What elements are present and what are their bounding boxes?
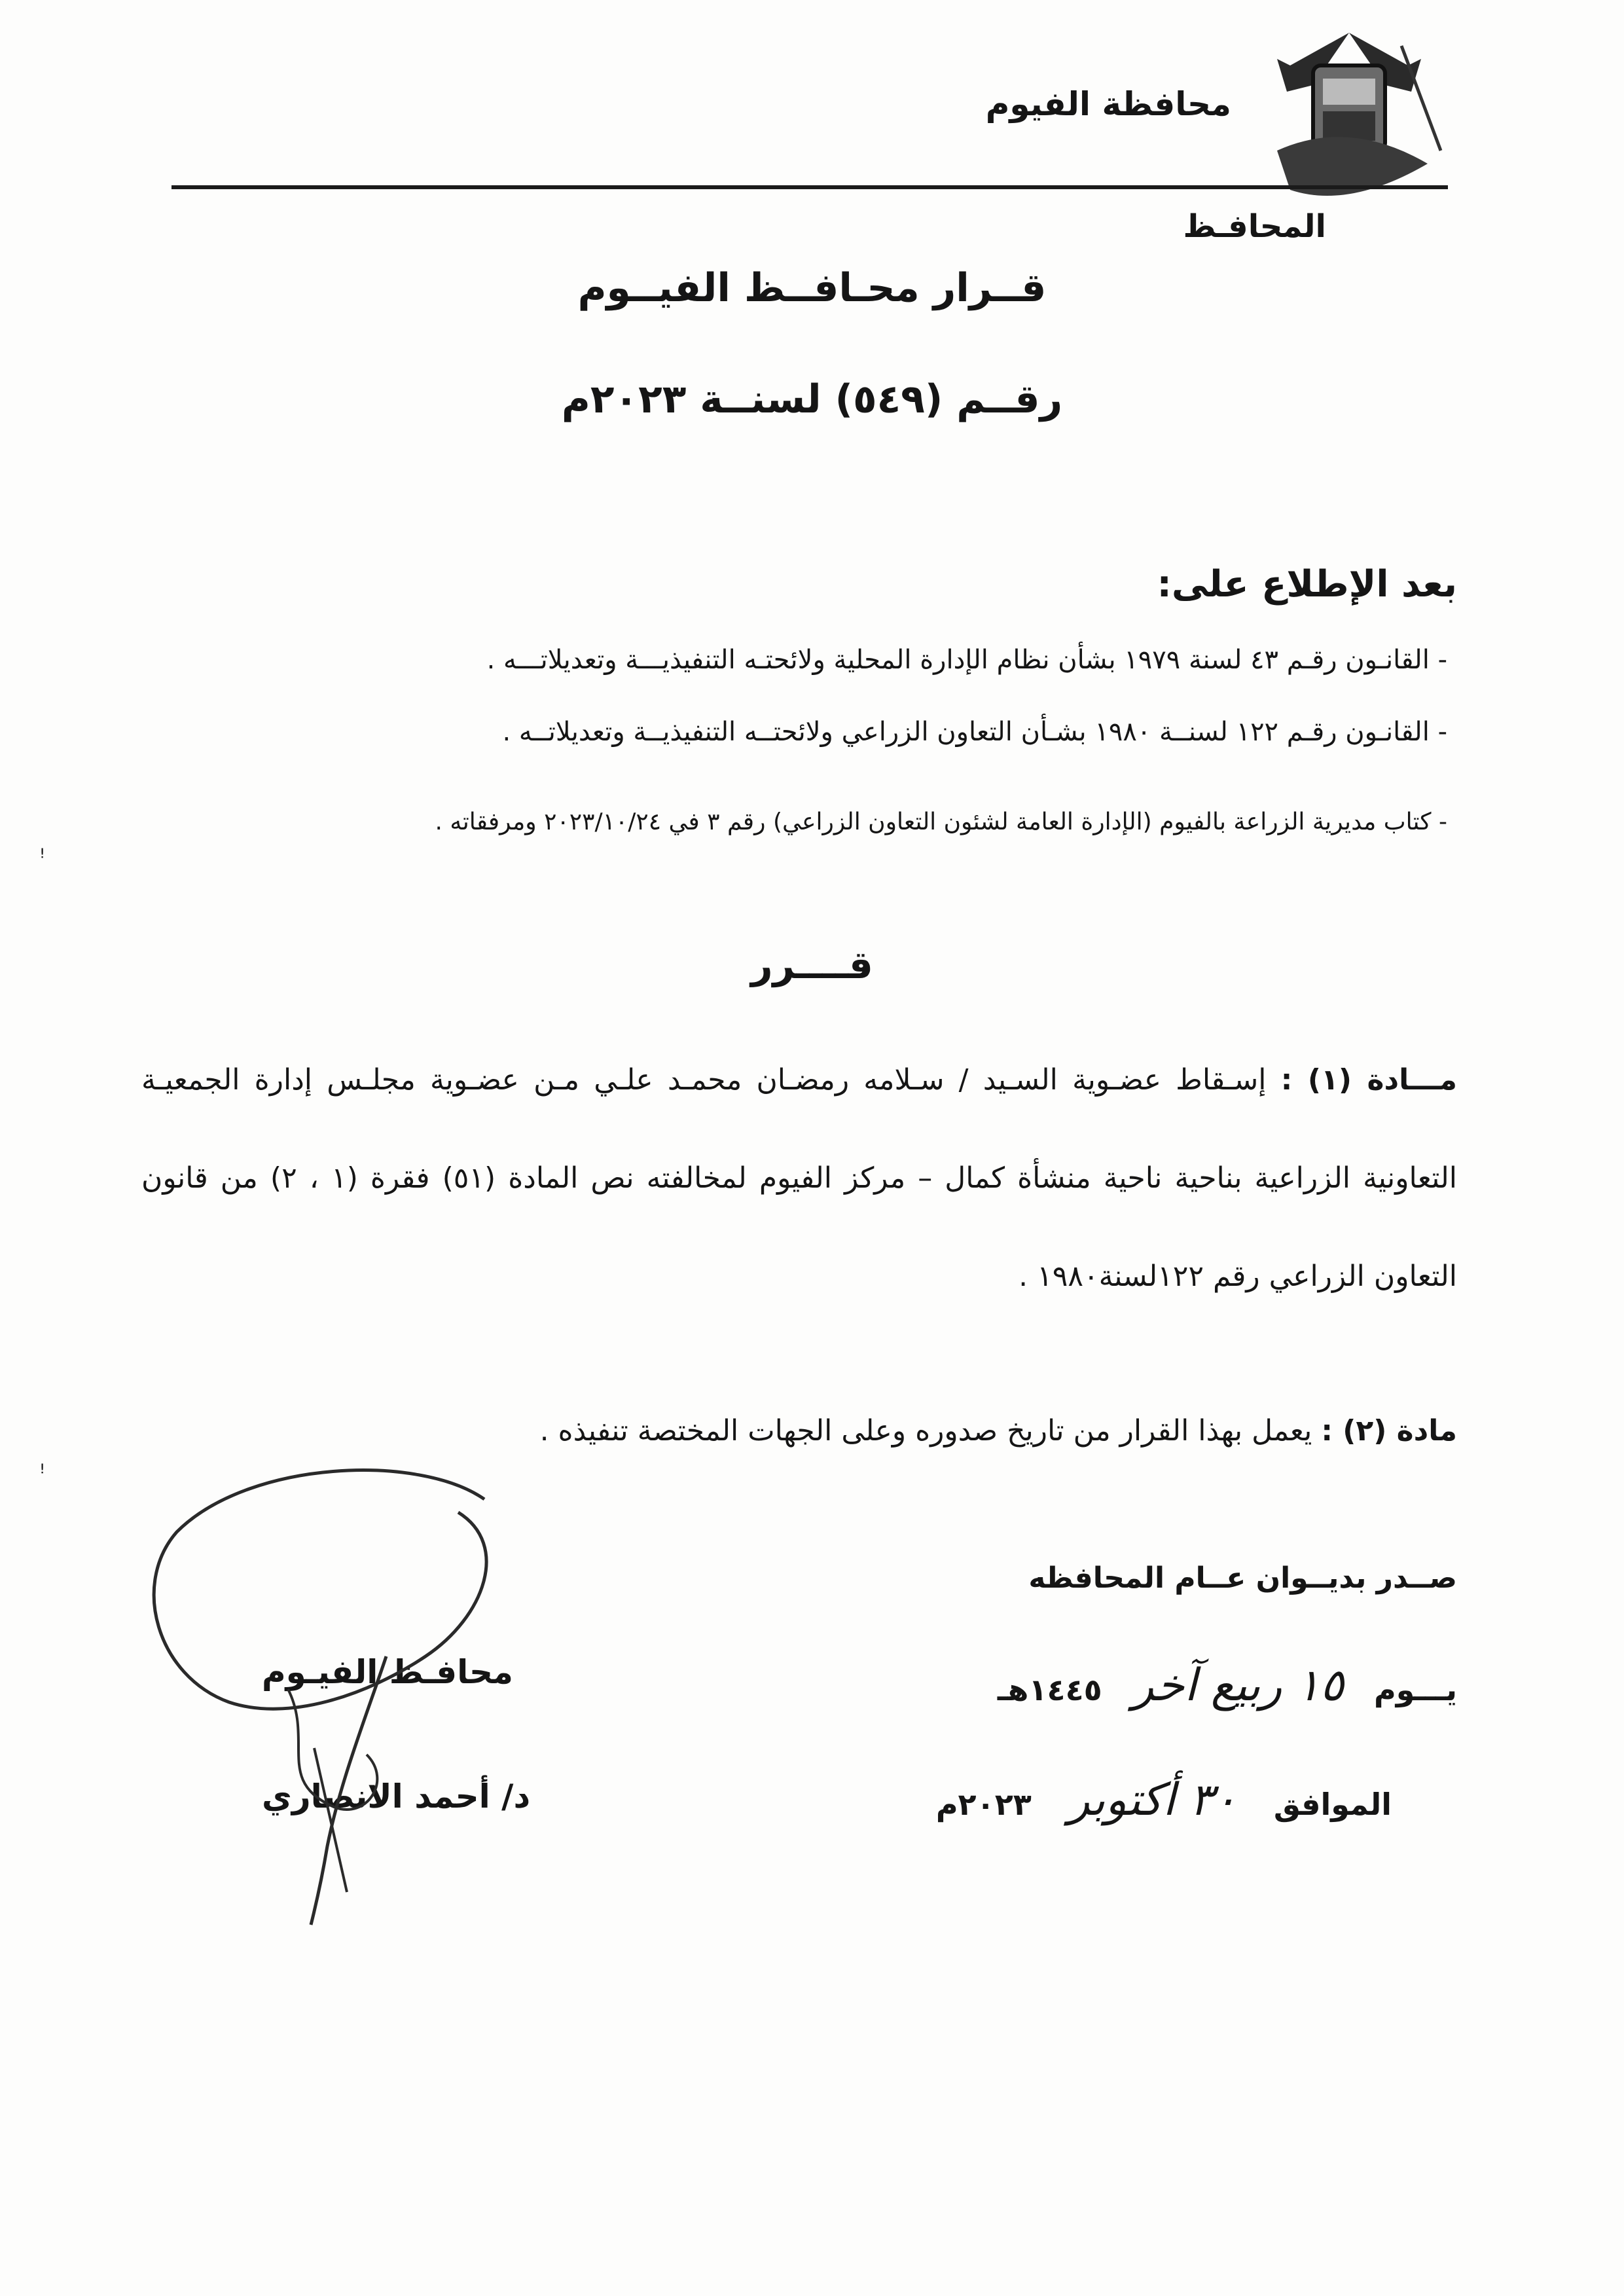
signatory-title: محافـظ الفيـوم xyxy=(262,1653,513,1691)
article-label: مادة (٢) : xyxy=(1321,1414,1457,1448)
header-divider xyxy=(171,185,1448,189)
article-text: إسـقاط عضـوية السـيد / سـلامه رمضـان محمـد علـي مـن عضـوية مجلـس إدارة الجمعيـة التعاونية الزراعية بناحية ناحية منشأة كمال – مركز الفيوم لمخالفته نص المادة (٥١) فقرة (١ ، ٢) من قانون التعاون الزراعي رقم ١٢٢لسنة١٩٨٠ . xyxy=(141,1063,1457,1293)
decree-title: قــرار محـافــظ الفيــوم xyxy=(577,265,1047,311)
margin-mark: ꜝ xyxy=(39,1460,46,1487)
gregorian-year: ٢٠٢٣م xyxy=(935,1787,1032,1822)
hijri-handwritten: ١٥ ربيع آخر xyxy=(1132,1660,1344,1711)
gregorian-handwritten: ٣٠ أكتوبر xyxy=(1068,1774,1237,1826)
governorate-emblem-icon xyxy=(1251,20,1447,210)
reference-item: - كتاب مديرية الزراعة بالفيوم (الإدارة العامة لشئون التعاون الزراعي) رقم ٣ في ٢٠٢٣/١٠/٢٤ ومرفقاته . xyxy=(435,809,1447,835)
decided-heading: قــــرر xyxy=(751,943,873,987)
handwritten-signature-icon xyxy=(118,1440,576,1938)
hijri-year: ١٤٤٥هـ xyxy=(997,1672,1102,1707)
day-label: يـــوم xyxy=(1374,1672,1457,1707)
decree-number: رقــم (٥٤٩) لسنــة ٢٠٢٣م xyxy=(561,376,1063,422)
margin-mark: ꜝ xyxy=(39,845,46,871)
gregorian-label: الموافق xyxy=(1273,1787,1392,1822)
article-label: مـــادة (١) : xyxy=(1280,1063,1457,1097)
article-text: يعمل بهذا القرار من تاريخ صدوره وعلى الجهات المختصة تنفيذه . xyxy=(539,1414,1312,1448)
office-label: المحافـظ xyxy=(1183,208,1326,245)
signatory-name: د/ أحمد الانصاري xyxy=(262,1777,531,1815)
reference-item: - القانـون رقـم ١٢٢ لسنــة ١٩٨٠ بشـأن التعاون الزراعي ولائحتــه التنفيذيــة وتعديلاتــه . xyxy=(502,717,1447,747)
hijri-date-row xyxy=(998,1660,1457,1711)
governorate-name: محافظة الفيوم xyxy=(985,85,1231,123)
article-1 xyxy=(141,1031,1457,1326)
reference-item: - القانـون رقـم ٤٣ لسنة ١٩٧٩ بشأن نظام الإدارة المحلية ولائحتـه التنفيذيـــة وتعديلاتـــه . xyxy=(486,645,1447,675)
issued-at: صــدر بديــوان عــام المحافظه xyxy=(1028,1561,1457,1595)
preamble-heading: بعد الإطلاع على: xyxy=(1157,563,1457,606)
gregorian-date-row xyxy=(936,1774,1392,1826)
article-2 xyxy=(540,1414,1457,1448)
